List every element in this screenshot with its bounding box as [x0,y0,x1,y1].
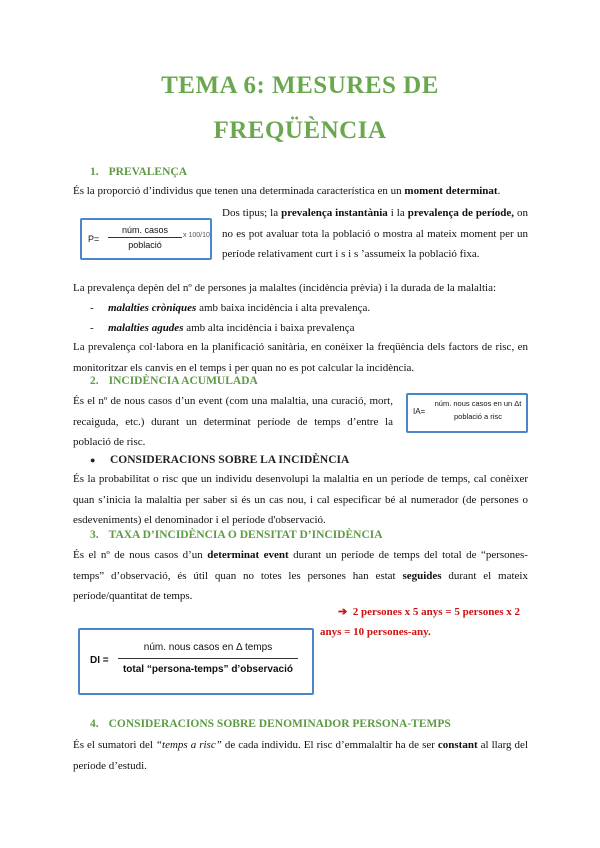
bullet-2-rest: amb alta incidència i baixa prevalença [183,322,355,334]
page-title-line2: FREQÜÈNCIA [213,117,387,144]
bullet-2-bold: malalties agudes [108,322,184,334]
prevalence-denominator: població [128,240,162,250]
s3-p1-text-c: durant el mateix període/quantitat de temps. [73,569,528,602]
s1-paragraph-3: La prevalença depèn del nº de persones ja malaltes (incidència prèvia) i la durada de la malaltia: [73,282,497,294]
section-4-number: 4. [90,718,99,730]
s4-p1-bold: constant [437,739,478,751]
cumulative-incidence-formula-box [406,393,528,433]
s3-p1-text-b: durant un període de temps del total de “persones-temps” d’observació, és útil quan no totes les persones han estat [73,549,528,582]
ia-formula-prefix: IA= [413,407,426,416]
arrow-right-icon: ➔ [338,606,348,618]
prevalence-multiplier: x 100/10 [183,232,210,239]
s3-p1-bold-a: determinat event [207,549,289,561]
s4-paragraph-1 [73,735,528,776]
prevalence-formula-prefix: P= [88,234,100,244]
s3-example-line1 [338,605,520,618]
s2-paragraph-2: És la probabilitat o risc que un individu desenvolupi la malaltia en un període de temps, cal conèixer quan s’inicia la malaltia per saber si és un cas nou, i cal especificar bé al numerador (de persones o esdeveniments) el denominador i el període d'observació. [73,473,528,526]
page-title-line1: TEMA 6: MESURES DE [161,72,439,99]
di-fraction [118,642,298,675]
di-numerator: núm. nous casos en Δ temps [118,642,298,659]
bullet-1-bold: malalties cròniques [108,302,197,314]
ia-denominator: població a risc [454,412,502,421]
s2-paragraph-1: És el nº de nous casos d’un event (com una malaltia, una curació, mort, recaiguda, etc.) durant un determinat període de temps d’entre la població de risc. [73,395,393,448]
ia-fraction [432,399,524,421]
di-formula-prefix: DI = [90,655,109,666]
s2-subheading-bullet: ● [90,455,96,465]
s1-p2-bold-a: prevalença instantània [281,207,388,219]
bullet-1-rest: amb baixa incidència i alta prevalença. [196,302,371,314]
s4-p1-text-a: És el sumatori del [73,739,156,751]
section-2-title: INCIDÈNCIA ACUMULADA [108,375,258,387]
s3-p1-bold-b: seguides [402,569,442,582]
prevalence-fraction [108,225,182,250]
incidence-density-formula-box [78,628,314,695]
s1-bullet-1 [90,298,370,319]
section-3-title: TAXA D’INCIDÈNCIA O DENSITAT D’INCIDÈNCIA [108,529,383,541]
s1-paragraph-1 [73,181,528,202]
s1-p1-bold: moment determinat [404,185,498,197]
section-1-heading [90,166,187,178]
di-denominator: total “persona-temps” d’observació [122,664,294,675]
section-3-number: 3. [90,529,99,541]
bullet-marker: - [90,322,94,334]
s3-p1-text-a: És el nº de nous casos d’un [73,549,208,561]
s1-p2-text-b: i la [387,207,408,219]
s1-p2-text-a: Dos tipus; la [222,207,282,219]
s1-p2-bold-b: prevalença de període, [407,207,515,219]
ia-numerator: núm. nous casos en un Δt [434,399,522,408]
bullet-marker: - [90,302,94,314]
prevalence-formula-box [80,218,212,260]
prevalence-numerator: núm. casos [108,225,182,238]
section-2-number: 2. [90,375,99,387]
section-4-heading [90,718,451,730]
section-1-number: 1. [90,166,99,178]
s1-p2-text-c: on no es pot avaluar tota la població o mostra al mateix moment per un període relativament curt i s i s ’assumeix la població fixa. [222,207,529,260]
s1-p1-text: És la proporció d’individus que tenen una determinada característica en un [73,185,405,197]
section-4-title: CONSIDERACIONS SOBRE DENOMINADOR PERSONA-TEMPS [108,718,451,730]
s1-bullet-2 [90,318,355,339]
section-3-heading [90,529,383,541]
s3-paragraph-1 [73,545,528,607]
s1-paragraph-2 [222,203,528,265]
s4-p1-italic: “temps a risc” [155,739,222,751]
s4-p1-text-c: al llarg del període d’estudi. [73,739,528,772]
s1-p1-end: . [497,185,501,197]
s3-example-line2: anys = 10 persones-any. [320,626,431,638]
s2-subheading-text: CONSIDERACIONS SOBRE LA INCIDÈNCIA [110,454,350,466]
s4-p1-text-b: de cada individu. El risc d’emmalaltir ha de ser [221,739,438,751]
s1-paragraph-4: La prevalença col·labora en la planificació sanitària, en conèixer la freqüència dels factors de risc, en monitoritzar els canvis en el temps i per quan no es pot calcular la incidència. [73,341,528,374]
s3-example-text-1: 2 persones x 5 anys = 5 persones x 2 [352,606,521,618]
section-2-heading [90,375,258,387]
s2-subheading [90,454,349,466]
section-1-title: PREVALENÇA [108,166,188,178]
